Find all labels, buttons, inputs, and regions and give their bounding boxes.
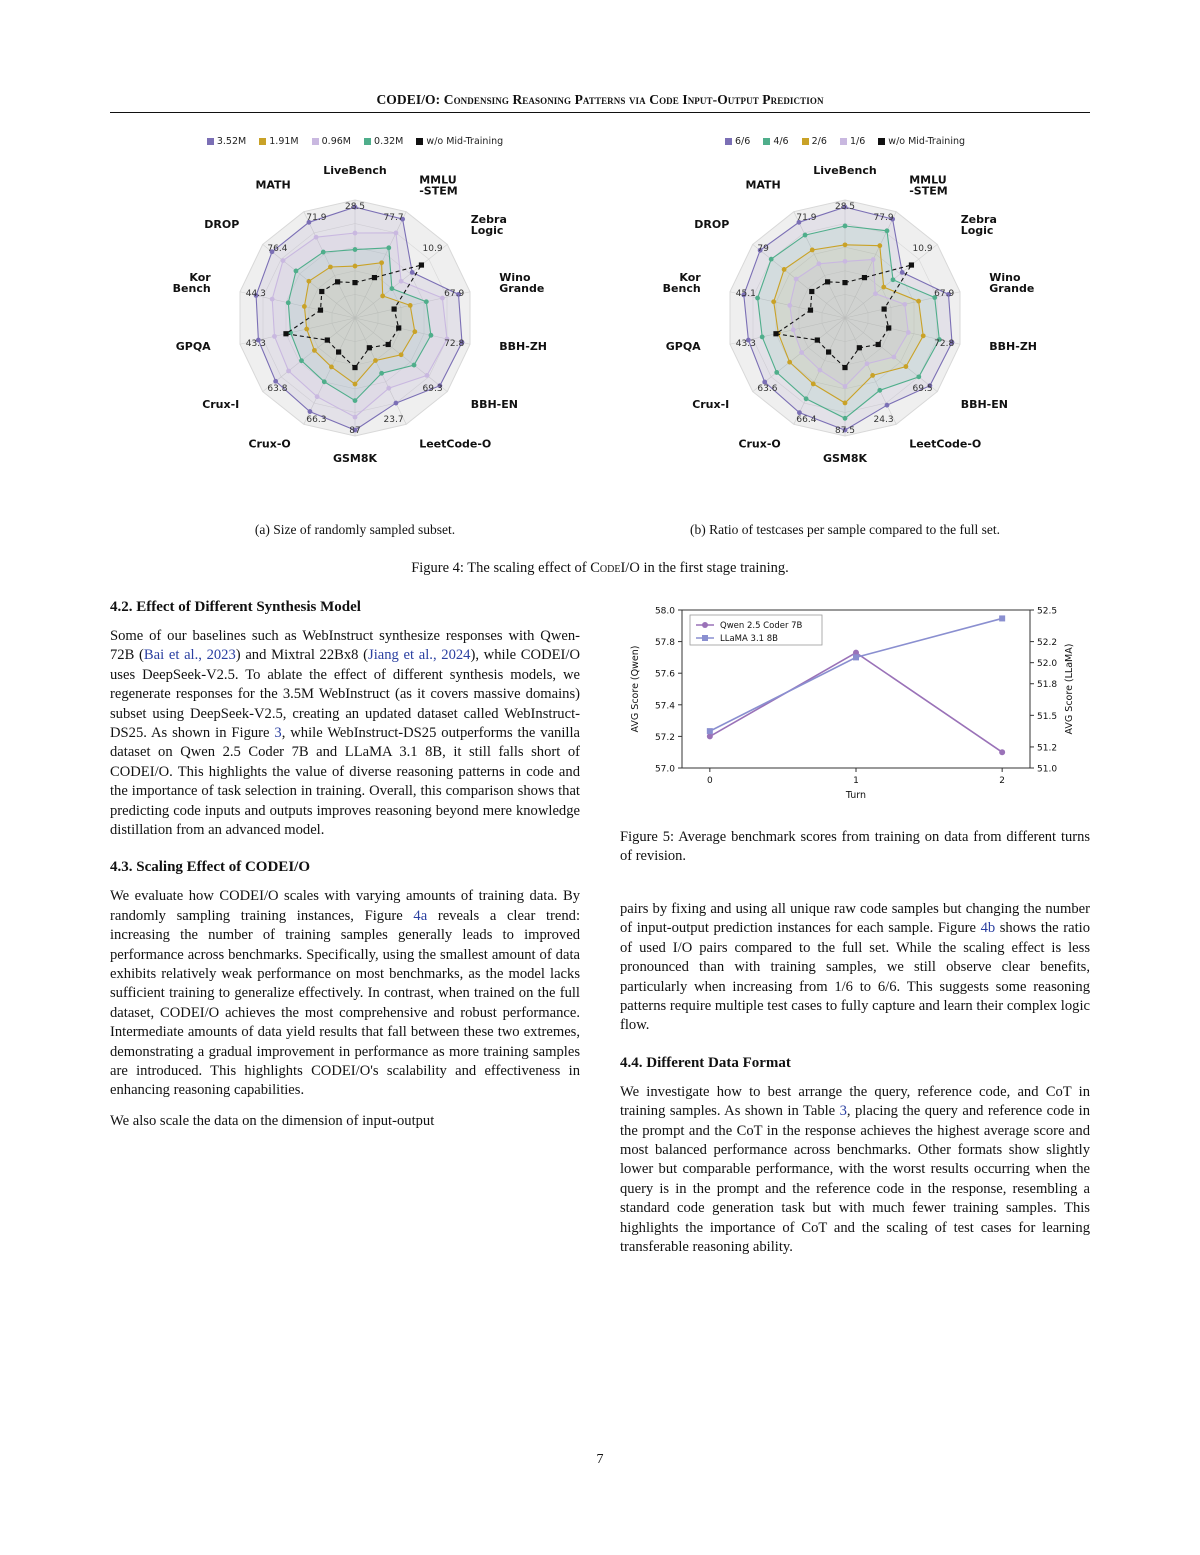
legend-label: 3.52M <box>216 136 247 147</box>
legend-swatch-icon <box>725 138 732 145</box>
svg-text:DROP: DROP <box>204 218 240 232</box>
figure-5-caption: Figure 5: Average benchmark scores from training on data from different turns of revision. <box>620 829 1090 865</box>
svg-text:77.7: 77.7 <box>383 213 404 224</box>
svg-text:BBH-EN: BBH-EN <box>470 397 518 411</box>
svg-text:67.9: 67.9 <box>444 289 465 300</box>
svg-text:BBH-EN: BBH-EN <box>960 397 1008 411</box>
citation-jiang-2024[interactable]: Jiang et al., 2024 <box>368 647 471 664</box>
svg-text:57.0: 57.0 <box>654 764 675 775</box>
legend-item <box>763 136 788 147</box>
legend-label: 4/6 <box>773 136 789 147</box>
legend-swatch-icon <box>763 138 770 145</box>
figure-4b-radar-svg <box>600 148 1090 523</box>
paragraph-part: reveals a clear trend: increasing the number of training samples generally leads to improved performance across benchmarks. Specifically, using the smallest amount of data exhibits relatively weak performance on most benchmarks, as the model lacks sufficient training to generalize effectively. In contrast, when trained on the full dataset, CODEI/O achieves the most comprehensive and robust performance. Intermediate amounts of data yield results that fall between these two extremes, demonstrating a gradual improvement in performance as more training samples are introduced. This highlights CODEI/O's scalability and effectiveness in enhancing reasoning capabilities. <box>110 907 581 1099</box>
legend-item <box>878 136 965 147</box>
svg-text:-STEM: -STEM <box>419 184 458 198</box>
svg-text:Kor: Kor <box>189 270 211 284</box>
figure-4a-legend <box>110 136 600 147</box>
paragraph-part: ), while CODEI/O uses DeepSeek-V2.5. To ablate the effect of different synthesis models, we regenerate responses for the 3.5M WebInstruct (as it covers massive domains) subset using DeepSeek-V2.5, creating an updated dataset called WebInstruct-DS25. As shown in Figure <box>110 647 580 741</box>
svg-text:57.6: 57.6 <box>654 669 675 680</box>
legend-item <box>364 136 403 147</box>
legend-swatch-icon <box>259 138 266 145</box>
paragraph-part: shows the ratio of used I/O pairs compared to the full set. While the scaling effect is less pronounced than with training samples, we still observe clear benefits, particularly when increasing from 1/6 to 6/6. This suggests some reasoning patterns require multiple test cases to fully capture and learn their complex logic flow. <box>620 920 1090 1034</box>
svg-text:BBH-ZH: BBH-ZH <box>989 340 1038 354</box>
svg-text:77.9: 77.9 <box>873 213 894 224</box>
legend-label: 6/6 <box>734 136 751 147</box>
svg-text:1: 1 <box>853 776 859 786</box>
legend-swatch-icon <box>416 138 423 145</box>
svg-text:45.1: 45.1 <box>735 289 756 300</box>
legend-item <box>207 136 246 147</box>
figure-4a-panel <box>110 126 600 546</box>
paragraph-part: We evaluate how CODEI/O scales with varying amounts of training data. By randomly sampling training instances, Figure <box>110 888 580 924</box>
legend-swatch-icon <box>312 138 319 145</box>
ref-figure-4a[interactable]: 4a <box>413 907 428 924</box>
svg-text:Zebra: Zebra <box>960 213 997 227</box>
ref-figure-4b[interactable]: 4b <box>980 920 996 937</box>
svg-text:LiveBench: LiveBench <box>323 164 387 177</box>
legend-label: 1.91M <box>269 136 299 147</box>
svg-text:BBH-ZH: BBH-ZH <box>499 340 548 354</box>
svg-text:57.2: 57.2 <box>654 732 675 743</box>
svg-text:87.5: 87.5 <box>834 426 856 436</box>
svg-text:66.3: 66.3 <box>306 414 327 425</box>
svg-text:66.4: 66.4 <box>796 414 817 425</box>
svg-text:GPQA: GPQA <box>175 340 211 354</box>
svg-text:MATH: MATH <box>255 178 291 192</box>
section-4-2-heading: 4.2. Effect of Different Synthesis Model <box>110 599 361 615</box>
svg-text:Crux-O: Crux-O <box>248 437 291 451</box>
svg-text:69.5: 69.5 <box>912 383 933 394</box>
svg-text:Kor: Kor <box>679 270 701 284</box>
svg-text:-STEM: -STEM <box>909 184 948 198</box>
legend-item <box>312 136 351 147</box>
svg-text:58.0: 58.0 <box>654 606 675 617</box>
svg-text:28.5: 28.5 <box>834 202 856 212</box>
paragraph-part: , placing the query and reference code in the prompt and the CoT in the response achieves the highest average score and most balanced performance across benchmarks. Other formats show slightly lower but comparable performance, with the worst results occurring when the query is in the prompt and the reference code in the response, resembling a standard code generation task but with much fewer training samples. This highlights the importance of CoT and the scaling of test cases for learning transferable reasoning ability. <box>620 1103 1090 1256</box>
svg-text:44.3: 44.3 <box>245 289 266 300</box>
figure-4a-radar-svg <box>110 148 600 523</box>
legend-swatch-icon <box>364 138 371 145</box>
svg-text:LLaMA 3.1 8B: LLaMA 3.1 8B <box>720 634 778 644</box>
svg-text:79: 79 <box>757 244 769 255</box>
section-4-2-paragraph <box>110 627 580 840</box>
svg-text:Logic: Logic <box>960 224 994 238</box>
svg-text:10.9: 10.9 <box>912 244 933 255</box>
page-number: 7 <box>596 1452 604 1467</box>
svg-text:28.5: 28.5 <box>344 202 366 212</box>
svg-text:Bench: Bench <box>662 281 701 295</box>
figure-5 <box>620 598 1090 813</box>
legend-label: w/o Mid-Training <box>888 136 966 147</box>
svg-text:51.2: 51.2 <box>1037 743 1058 754</box>
svg-text:24.3: 24.3 <box>873 414 894 425</box>
svg-text:GSM8K: GSM8K <box>822 452 868 465</box>
svg-text:52.2: 52.2 <box>1037 638 1058 649</box>
svg-text:MMLU: MMLU <box>419 173 457 187</box>
legend-label: 0.32M <box>374 136 404 147</box>
header-rule <box>110 112 1090 113</box>
svg-text:DROP: DROP <box>694 218 730 232</box>
legend-item <box>416 136 503 147</box>
svg-text:76.4: 76.4 <box>267 244 288 255</box>
running-head: CODEI/O: Condensing Reasoning Patterns via Code Input-Output Prediction <box>376 92 824 107</box>
legend-swatch-icon <box>802 138 809 145</box>
svg-text:52.5: 52.5 <box>1037 606 1058 617</box>
svg-text:MMLU: MMLU <box>909 173 947 187</box>
figure-4b-subcaption: (b) Ratio of testcases per sample compared to the full set. <box>689 522 1001 537</box>
right-column <box>620 900 1090 1268</box>
legend-label: w/o Mid-Training <box>426 136 504 147</box>
svg-text:Grande: Grande <box>499 281 545 295</box>
legend-label: 0.96M <box>321 136 351 147</box>
paragraph-part: Some of our baselines such as WebInstruct synthesize responses with Qwen-72B ( <box>110 627 580 664</box>
legend-item <box>840 136 865 147</box>
svg-text:Turn: Turn <box>845 790 867 801</box>
legend-swatch-icon <box>878 138 885 145</box>
figure-4b-legend <box>600 136 1090 147</box>
svg-text:Crux-I: Crux-I <box>692 397 730 411</box>
svg-text:Zebra: Zebra <box>470 213 507 227</box>
section-4-4-heading: 4.4. Different Data Format <box>620 1054 791 1071</box>
svg-text:51.0: 51.0 <box>1037 764 1058 775</box>
svg-text:MATH: MATH <box>745 178 781 192</box>
svg-text:57.8: 57.8 <box>654 638 675 649</box>
section-4-3-heading: 4.3. Scaling Effect of CODEI/O <box>110 859 310 876</box>
citation-bai-2023[interactable]: Bai et al., 2023 <box>143 647 236 664</box>
svg-text:52.0: 52.0 <box>1037 659 1058 670</box>
svg-text:71.9: 71.9 <box>796 213 817 224</box>
svg-text:51.5: 51.5 <box>1037 711 1058 722</box>
legend-item <box>259 136 298 147</box>
svg-text:Qwen 2.5 Coder 7B: Qwen 2.5 Coder 7B <box>720 621 803 631</box>
svg-text:51.8: 51.8 <box>1037 680 1058 691</box>
ref-table-3[interactable]: 3 <box>839 1103 847 1120</box>
svg-text:69.3: 69.3 <box>422 383 443 394</box>
section-4-3-paragraph-1 <box>110 887 580 1100</box>
section-4-4-paragraph <box>620 1083 1090 1258</box>
left-column <box>110 598 580 1142</box>
svg-text:LiveBench: LiveBench <box>813 164 877 177</box>
svg-text:Grande: Grande <box>989 281 1035 295</box>
svg-text:63.8: 63.8 <box>267 383 288 394</box>
paragraph-part: , while WebInstruct-DS25 outperforms the vanilla dataset on Qwen 2.5 Coder 7B and LLaMA 3.1 8B, it still falls short of CODEI/O. This highlights the value of diverse reasoning patterns in code and the importance of task selection in training. Overall, this comparison shows that predicting code inputs and outputs improves reasoning beyond mere knowledge distillation from an advanced model. <box>110 724 580 838</box>
ref-figure-3[interactable]: 3 <box>274 724 282 741</box>
svg-text:AVG Score (Qwen): AVG Score (Qwen) <box>630 645 641 733</box>
svg-text:72.8: 72.8 <box>444 338 465 349</box>
figure-4b-panel <box>600 126 1090 546</box>
svg-text:0: 0 <box>706 776 713 786</box>
svg-text:Crux-I: Crux-I <box>202 397 240 411</box>
svg-text:Bench: Bench <box>172 281 211 295</box>
svg-text:LeetCode-O: LeetCode-O <box>419 437 492 451</box>
right-paragraph-1 <box>620 900 1090 1036</box>
svg-text:GSM8K: GSM8K <box>332 452 378 465</box>
figure-5-chart-svg <box>620 598 1090 813</box>
legend-label: 2/6 <box>811 136 827 147</box>
legend-swatch-icon <box>840 138 847 145</box>
svg-text:71.9: 71.9 <box>306 213 327 224</box>
svg-text:LeetCode-O: LeetCode-O <box>909 437 982 451</box>
paragraph-part: pairs by fixing and using all unique raw code samples but changing the number of input-output prediction instances for each sample. Figure <box>620 901 1090 937</box>
svg-text:Wino: Wino <box>989 270 1021 284</box>
svg-text:2: 2 <box>999 776 1006 786</box>
legend-item <box>802 136 827 147</box>
svg-text:Logic: Logic <box>470 224 504 238</box>
paragraph-part: ) and Mixtral 22Bx8 ( <box>235 647 369 664</box>
legend-label: 1/6 <box>849 136 866 147</box>
figure-4 <box>110 126 1090 586</box>
svg-text:23.7: 23.7 <box>383 414 404 425</box>
svg-text:Wino: Wino <box>499 270 531 284</box>
section-4-3-paragraph-2: We also scale the data on the dimension of input-output <box>110 1112 435 1129</box>
figure-4-caption: Figure 4: The scaling effect of CodeI/O in the first stage training. <box>411 560 789 576</box>
paragraph-part: We investigate how to best arrange the query, reference code, and CoT in training samples. As shown in Table <box>620 1083 1090 1120</box>
svg-text:43.3: 43.3 <box>245 338 266 349</box>
legend-swatch-icon <box>207 138 214 145</box>
svg-text:AVG Score (LLaMA): AVG Score (LLaMA) <box>1064 643 1075 735</box>
legend-item <box>725 136 750 147</box>
svg-text:87: 87 <box>349 426 361 436</box>
svg-text:43.3: 43.3 <box>735 338 756 349</box>
svg-text:63.6: 63.6 <box>757 383 778 394</box>
figure-4a-subcaption: (a) Size of randomly sampled subset. <box>254 522 456 537</box>
svg-text:72.8: 72.8 <box>934 338 955 349</box>
svg-text:67.9: 67.9 <box>934 289 955 300</box>
svg-text:10.9: 10.9 <box>422 244 443 255</box>
svg-text:GPQA: GPQA <box>665 340 701 354</box>
svg-text:57.4: 57.4 <box>654 701 675 712</box>
svg-text:Crux-O: Crux-O <box>738 437 781 451</box>
